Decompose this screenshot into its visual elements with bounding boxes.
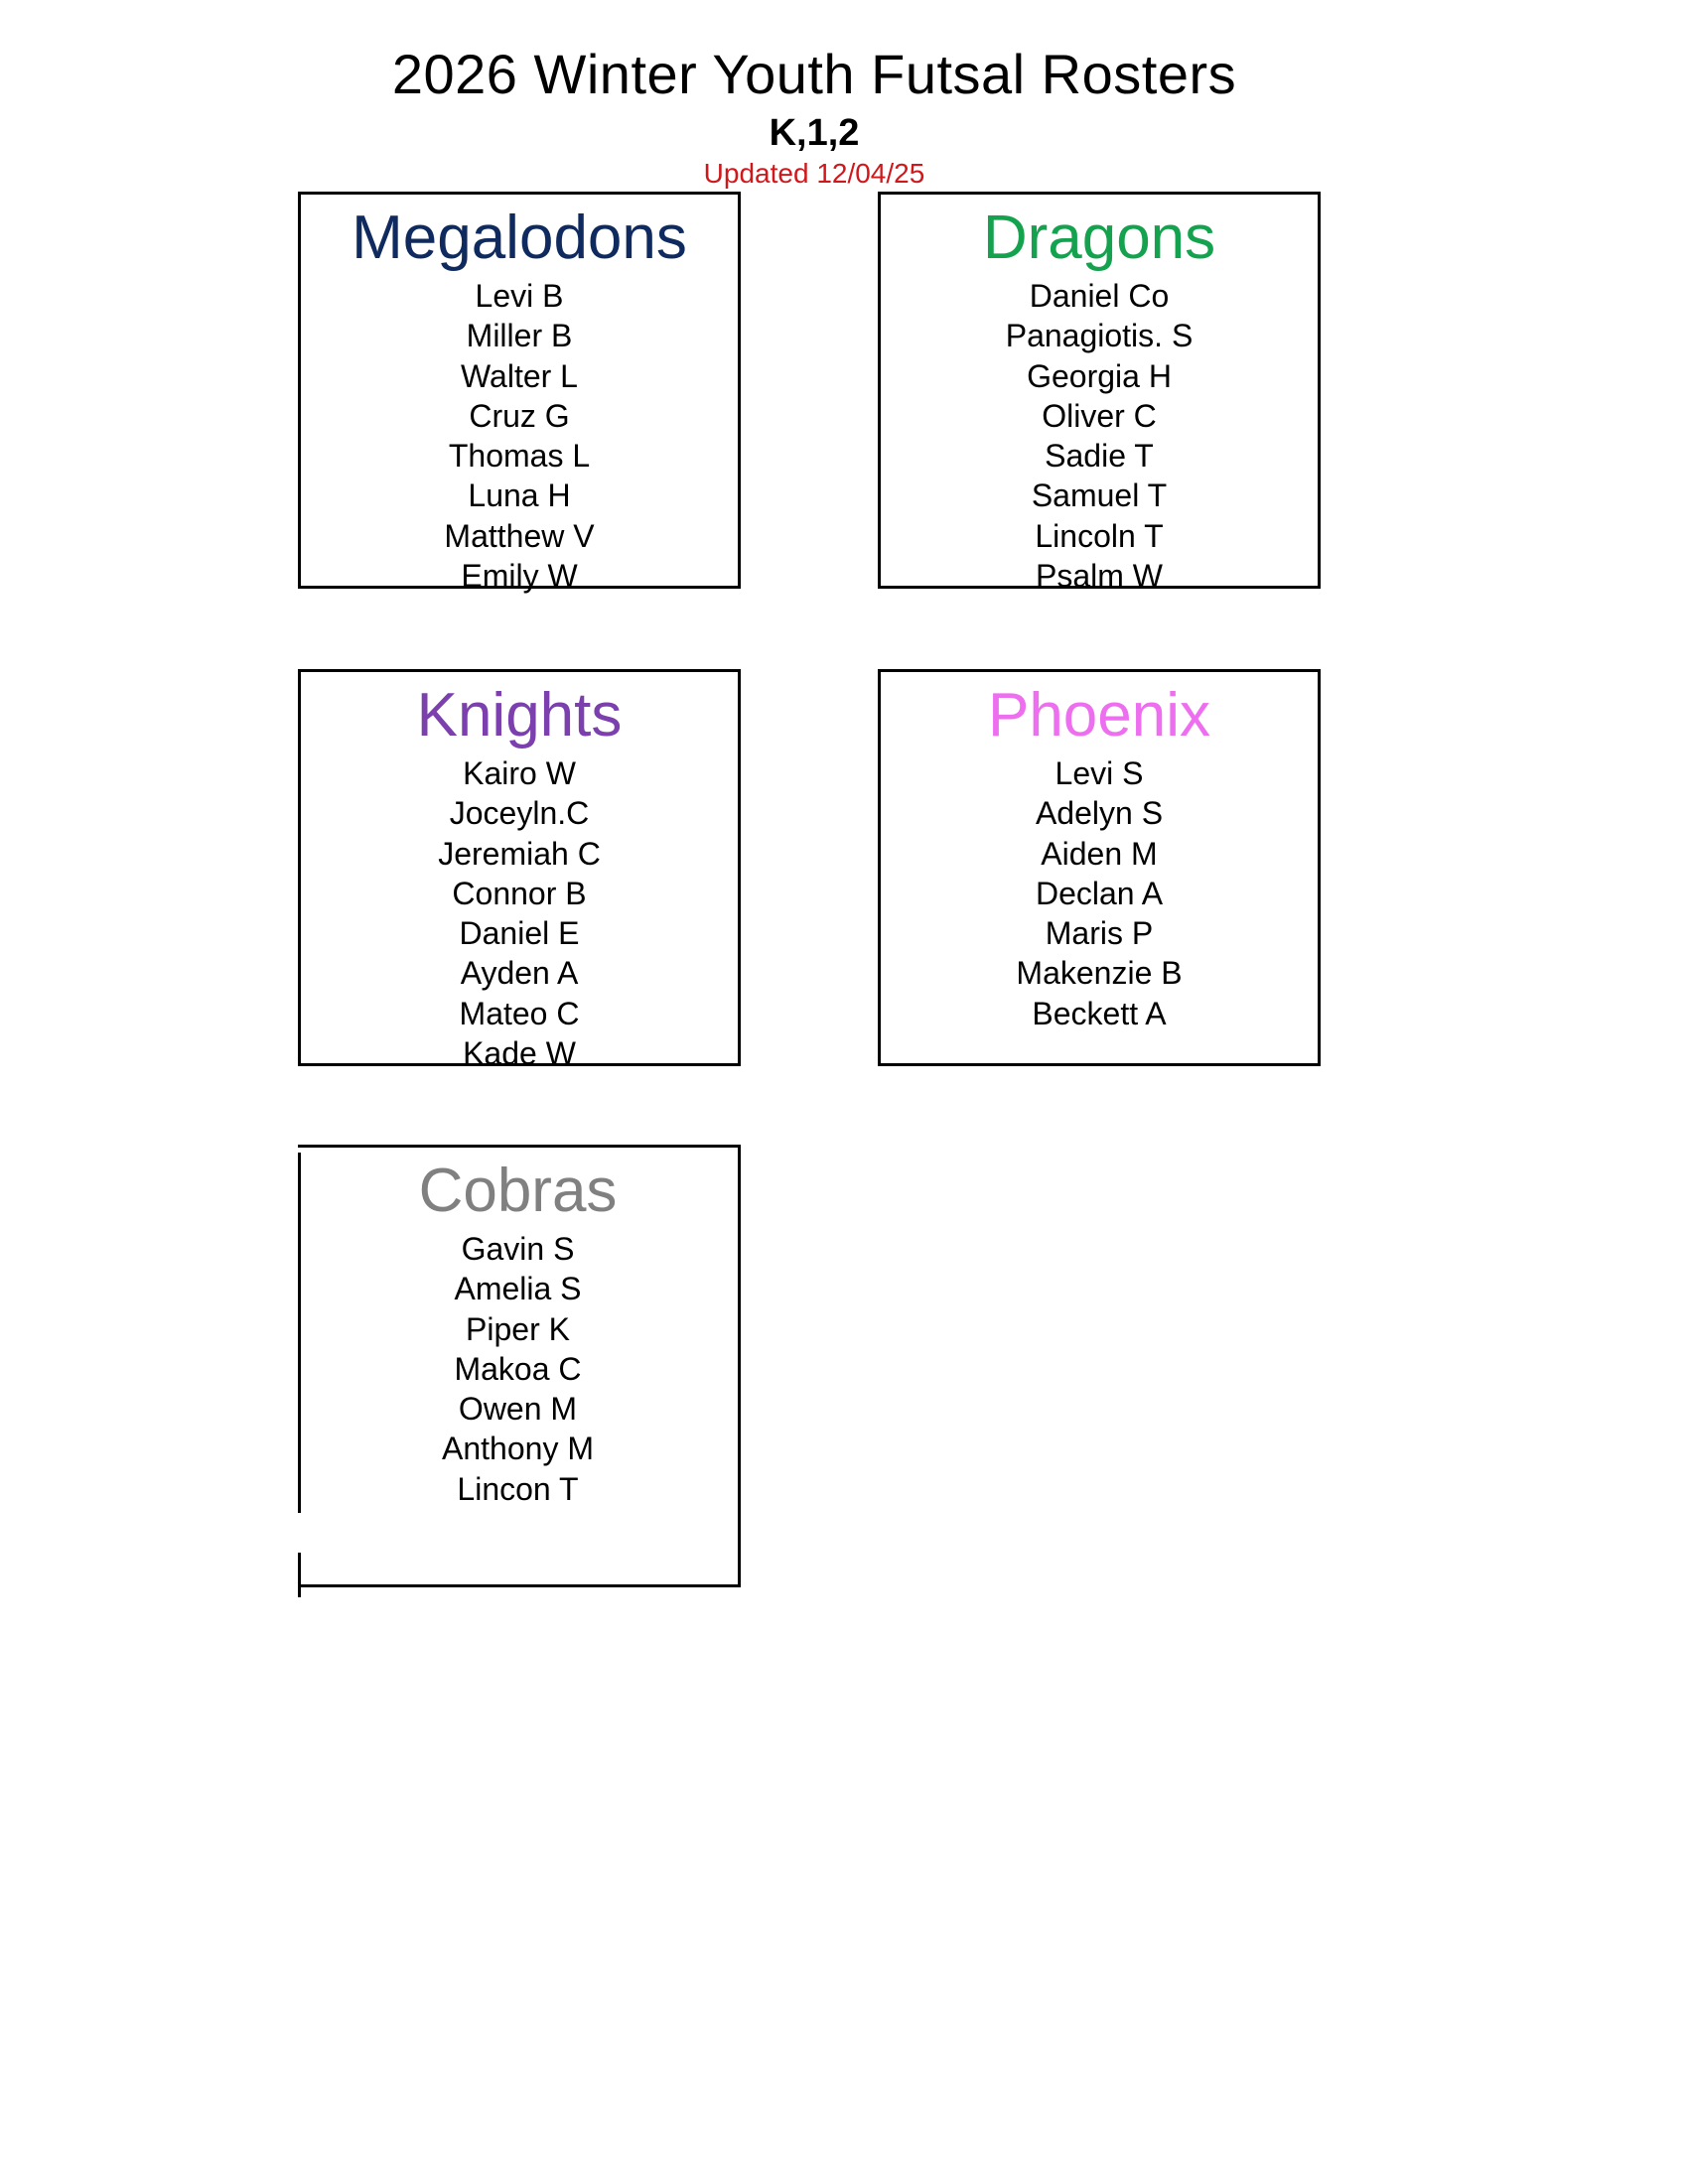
player-name: Mateo C (459, 995, 580, 1031)
player-name: Anthony M (442, 1431, 594, 1467)
player-name: Piper K (466, 1310, 570, 1347)
player-name: Daniel E (459, 915, 580, 952)
player-name: Makoa C (454, 1350, 582, 1387)
player-name: Matthew V (444, 517, 595, 554)
team-box-cobras (298, 1145, 741, 1587)
player-name: Psalm W (1036, 558, 1163, 595)
team-box-phoenix (878, 669, 1321, 1066)
player-name: Thomas L (448, 438, 591, 475)
player-name: Maris P (1045, 915, 1154, 952)
player-name: Jeremiah C (438, 835, 601, 872)
player-name: Adelyn S (1035, 795, 1164, 832)
player-name: Cruz G (469, 397, 570, 434)
player-name: Aiden M (1041, 835, 1158, 872)
player-list-megalodons (301, 276, 738, 596)
player-name: Emily W (461, 558, 578, 595)
team-name-phoenix: Phoenix (987, 681, 1211, 750)
team-name-dragons: Dragons (982, 204, 1216, 272)
player-name: Levi S (1055, 755, 1144, 791)
player-name: Amelia S (454, 1271, 582, 1307)
player-name: Beckett A (1032, 995, 1167, 1031)
box-border-segment (298, 1553, 301, 1597)
player-name: Owen M (458, 1391, 578, 1428)
player-list-dragons (881, 276, 1318, 596)
player-name: Sadie T (1045, 438, 1154, 475)
team-box-knights (298, 669, 741, 1072)
box-border-segment (298, 1153, 301, 1513)
player-name: Samuel T (1031, 478, 1168, 514)
player-name: Makenzie B (1016, 955, 1183, 992)
player-list-knights (301, 753, 738, 1073)
player-name: Connor B (452, 875, 587, 911)
player-name: Levi B (475, 278, 564, 314)
player-name: Lincon T (457, 1470, 579, 1507)
player-name: Lincoln T (1035, 517, 1164, 554)
player-name: Miller B (466, 318, 573, 354)
grade-subtitle: K,1,2 (769, 112, 860, 154)
player-name: Panagiotis. S (1005, 318, 1194, 354)
player-name: Daniel Co (1029, 278, 1170, 314)
player-name: Joceyln.C (449, 795, 590, 832)
player-list-phoenix (881, 753, 1318, 1033)
player-name: Kairo W (463, 755, 576, 791)
player-name: Luna H (468, 478, 571, 514)
team-name-megalodons: Megalodons (352, 204, 687, 272)
player-name: Walter L (461, 357, 578, 394)
team-box-megalodons (298, 192, 741, 595)
team-box-dragons (878, 192, 1321, 595)
updated-date: Updated 12/04/25 (703, 158, 925, 189)
player-name: Ayden A (460, 955, 579, 992)
player-name: Georgia H (1027, 357, 1172, 394)
page-title: 2026 Winter Youth Futsal Rosters (391, 43, 1237, 105)
player-list-cobras (298, 1229, 738, 1509)
player-name: Kade W (463, 1035, 576, 1072)
player-name: Oliver C (1042, 397, 1157, 434)
player-name: Declan A (1035, 875, 1164, 911)
player-name: Gavin S (461, 1231, 575, 1267)
team-name-cobras: Cobras (418, 1157, 618, 1225)
team-name-knights: Knights (416, 681, 623, 750)
